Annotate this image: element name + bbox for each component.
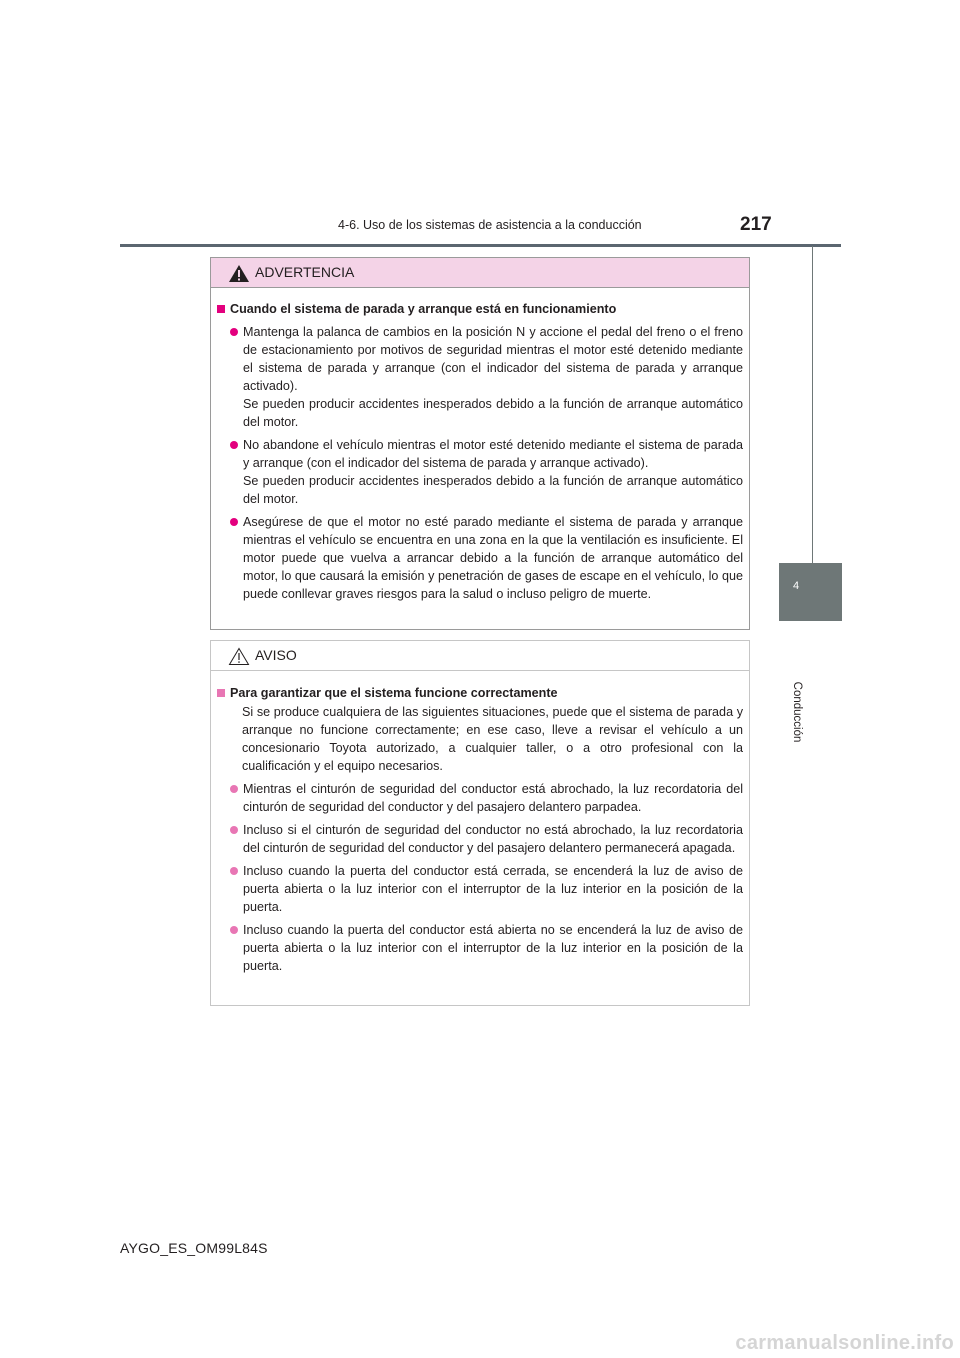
notice-subhead: Para garantizar que el sistema funcione correctamente — [217, 684, 743, 702]
list-item — [217, 513, 743, 603]
warning-header — [211, 258, 749, 288]
warning-box — [210, 257, 750, 630]
caution-icon — [228, 647, 250, 666]
header-divider — [120, 244, 841, 247]
document-code: AYGO_ES_OM99L84S — [120, 1240, 268, 1256]
warning-icon — [228, 264, 250, 283]
list-item — [217, 323, 743, 431]
watermark: carmanualsonline.info — [735, 1332, 954, 1354]
chapter-label: Conducción — [791, 681, 803, 743]
bullet-text: No abandone el vehículo mientras el motor esté detenido mediante el sistema de parada y arranque (con el indicador del sistema de parada y arranque activado). — [243, 438, 743, 470]
section-title: 4-6. Uso de los sistemas de asistencia a la conducción — [338, 218, 642, 232]
notice-title: AVISO — [255, 647, 297, 663]
bullet-text: Mantenga la palanca de cambios en la posición N y accione el pedal del freno o el freno de estacionamiento por motivos de seguridad mientras el motor esté detenido mediante el sistema de parada y arranque (con el indicador del sistema de parada y arranque activado). — [243, 325, 743, 393]
list-item: Mientras el cinturón de seguridad del conductor está abrochado, la luz recordatoria del cinturón de seguridad del conductor y del pasajero delantero parpadea. — [217, 780, 743, 816]
list-item — [217, 436, 743, 508]
bullet-note: Se pueden producir accidentes inesperados debido a la función de arranque automático del motor. — [243, 474, 743, 506]
warning-subhead: Cuando el sistema de parada y arranque está en funcionamiento — [217, 300, 743, 318]
chapter-number: 4 — [792, 580, 800, 592]
list-item: Incluso si el cinturón de seguridad del conductor no está abrochado, la luz recordatoria del cinturón de seguridad del conductor y del pasajero delantero permanecerá apagada. — [217, 821, 743, 857]
page-number: 217 — [740, 214, 772, 235]
list-item: Incluso cuando la puerta del conductor está cerrada, se encenderá la luz de aviso de puerta abierta o la luz interior con el interruptor de la luz interior en la posición de la puerta. — [217, 862, 743, 916]
list-item: Incluso cuando la puerta del conductor está abierta no se encenderá la luz de aviso de puerta abierta o la luz interior con el interruptor de la luz interior en la posición de la puerta. — [217, 921, 743, 975]
bullet-text: Asegúrese de que el motor no esté parado mediante el sistema de parada y arranque mientras el vehículo se encuentra en una zona en la que la ventilación es insuficiente. El motor puede que vuelva a arrancar debido a la función de arranque automático del motor, lo que causará la emisión y penetración de gases de escape en el vehículo, lo que puede conllevar graves riesgos para la salud o incluso peligro de muerte. — [243, 515, 743, 601]
notice-box — [210, 640, 750, 1006]
notice-header — [211, 641, 749, 671]
side-tab-line — [812, 246, 813, 563]
bullet-note: Se pueden producir accidentes inesperados debido a la función de arranque automático del motor. — [243, 397, 743, 429]
warning-title: ADVERTENCIA — [255, 264, 355, 280]
notice-intro: Si se produce cualquiera de las siguientes situaciones, puede que el sistema de parada y arranque no funcione correctamente; en ese caso, lleve a revisar el vehículo a un concesionario Toyota autorizado, a cualquier taller, o a otro profesional con la cualificación y el equipo necesarios. — [242, 705, 743, 773]
chapter-tab[interactable] — [779, 563, 842, 621]
